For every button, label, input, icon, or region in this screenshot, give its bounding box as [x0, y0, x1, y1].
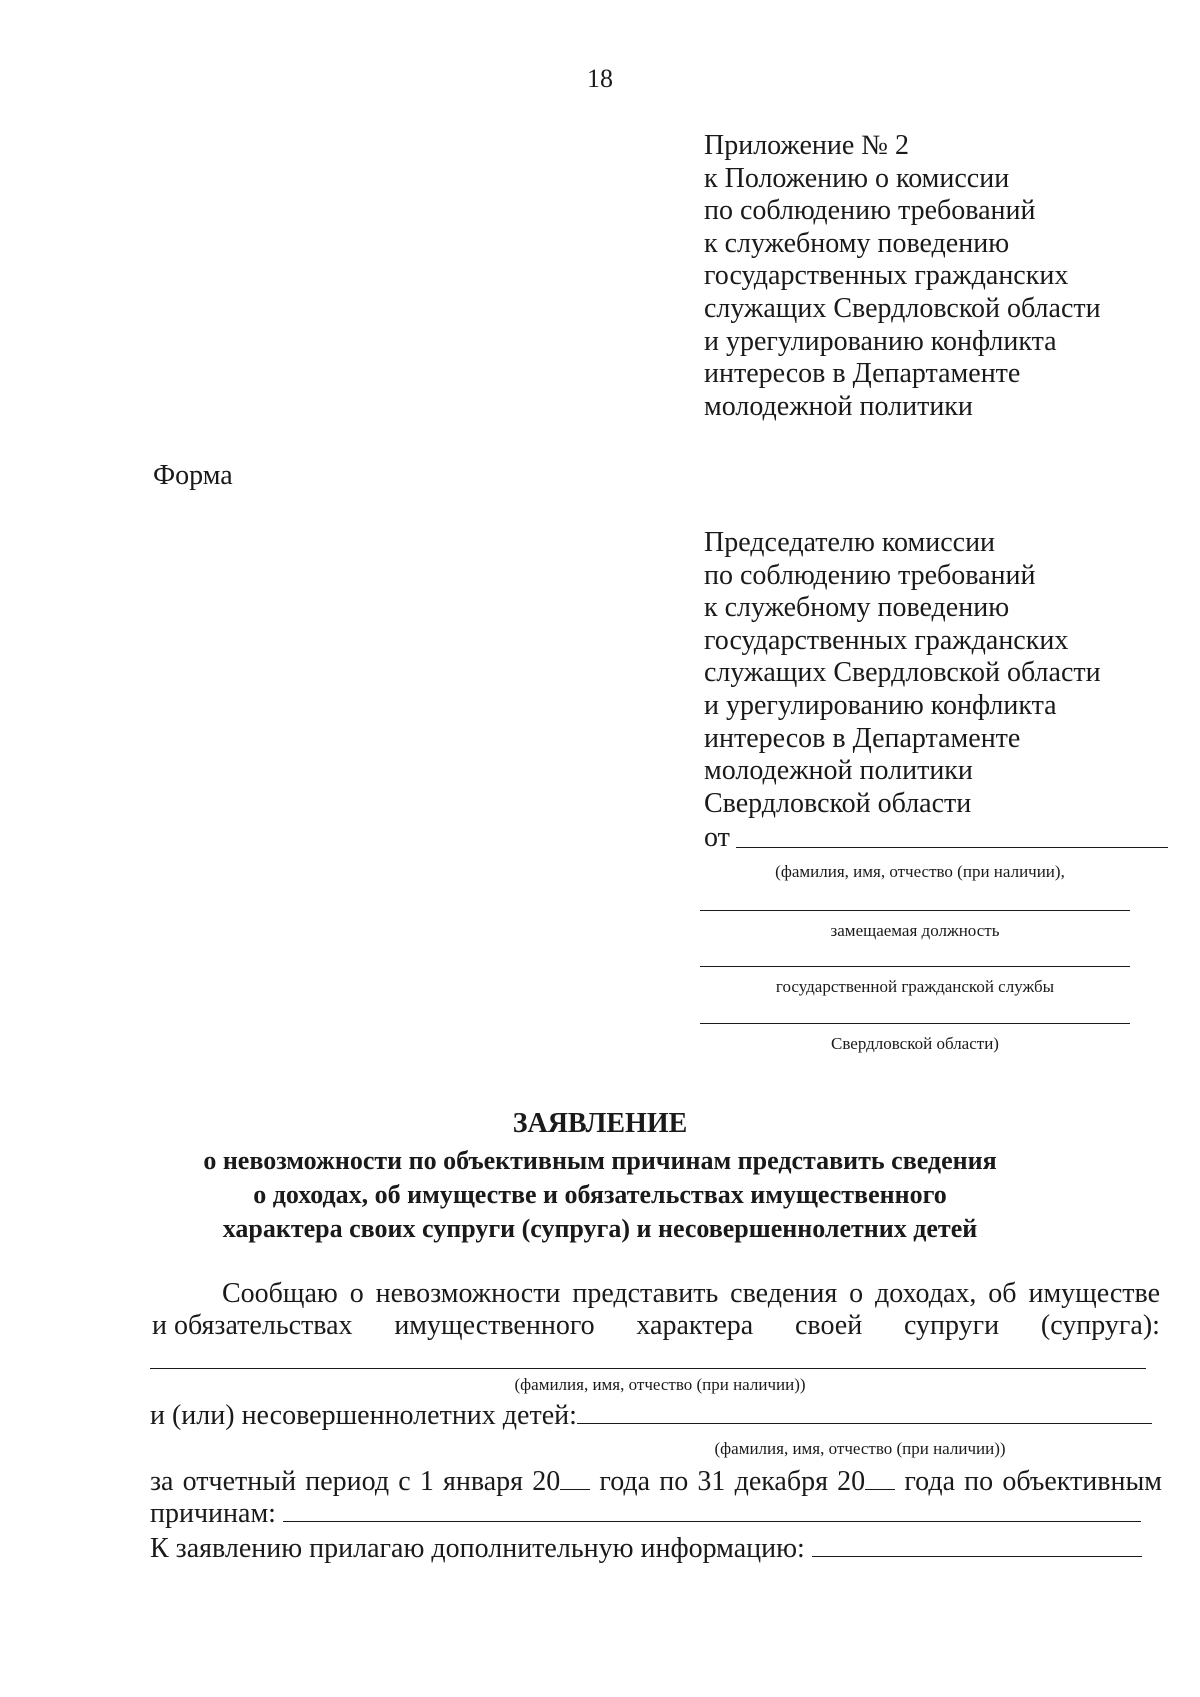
document-subtitle: [0, 1144, 1200, 1246]
caption-position: замещаемая должность: [830, 921, 1000, 940]
period-text-3: года по объективным: [895, 1466, 1162, 1497]
from-name-field[interactable]: [736, 847, 1168, 848]
body-line-2: [152, 1310, 1160, 1342]
period-text-2: года по 31 декабря 20: [590, 1466, 866, 1497]
word: супруги: [903, 1310, 1000, 1341]
attachment-label: К заявлению прилагаю дополнительную информацию:: [150, 1533, 805, 1564]
period-text-1: за отчетный период с 1 января 20: [150, 1466, 561, 1497]
subtitle-line: о невозможности по объективным причинам представить сведения: [203, 1146, 997, 1175]
from-row: [704, 822, 1168, 854]
children-label: и (или) несовершеннолетних детей:: [150, 1400, 577, 1431]
caption-service: государственной гражданской службы: [775, 977, 1055, 996]
addressee-line: молодежной политики: [704, 755, 973, 787]
addressee-line: по соблюдению требований: [704, 559, 1036, 591]
word: (супруга):: [1040, 1310, 1160, 1341]
period-row: [150, 1466, 1162, 1498]
attachment-field[interactable]: [812, 1556, 1142, 1557]
caption-region: Свердловской области): [831, 1034, 999, 1053]
appendix-line: государственных гражданских: [704, 260, 1069, 292]
addressee-line: и урегулированию конфликта: [704, 689, 1057, 721]
appendix-line: по соблюдению требований: [704, 195, 1036, 227]
children-name-field[interactable]: [577, 1423, 1152, 1424]
year-start-field[interactable]: [560, 1489, 590, 1490]
spouse-name-field[interactable]: [150, 1368, 1146, 1369]
region-field[interactable]: [700, 1023, 1130, 1024]
addressee-line: государственных гражданских: [704, 624, 1069, 656]
form-label: Форма: [153, 460, 233, 491]
appendix-line: Приложение № 2: [704, 130, 909, 161]
reasons-field[interactable]: [283, 1521, 1141, 1522]
appendix-block: [704, 130, 1101, 423]
children-row: [150, 1400, 1150, 1432]
addressee-line: Свердловской области: [704, 787, 972, 819]
subtitle-line: о доходах, об имуществе и обязательствах имущественного: [253, 1180, 947, 1209]
position-field[interactable]: [700, 910, 1130, 911]
page-number: 18: [587, 64, 613, 93]
addressee-block: [704, 527, 1101, 820]
document-title: ЗАЯВЛЕНИЕ: [512, 1108, 688, 1139]
subtitle-line: характера своих супруги (супруга) и несовершеннолетних детей: [222, 1214, 978, 1243]
appendix-line: к Положению о комиссии: [704, 162, 1010, 194]
appendix-line: молодежной политики: [704, 390, 973, 422]
appendix-line: и урегулированию конфликта: [704, 325, 1057, 357]
caption-spouse: (фамилия, имя, отчество (при наличии)): [514, 1375, 806, 1394]
appendix-line: служащих Свердловской области: [704, 292, 1101, 324]
body-line-1: Сообщаю о невозможности представить сведения о доходах, об имуществе: [222, 1278, 1160, 1309]
appendix-line: к служебному поведению: [704, 227, 1010, 259]
reasons-row: [150, 1498, 1160, 1530]
caption-fio: (фамилия, имя, отчество (при наличии),: [775, 862, 1065, 881]
year-end-field[interactable]: [865, 1489, 895, 1490]
service-field[interactable]: [700, 966, 1130, 967]
caption-children: (фамилия, имя, отчество (при наличии)): [714, 1439, 1006, 1458]
addressee-line: служащих Свердловской области: [704, 657, 1101, 689]
addressee-line: к служебному поведению: [704, 592, 1010, 624]
addressee-line: интересов в Департаменте: [704, 722, 1021, 754]
word: своей: [794, 1310, 863, 1341]
reasons-label: причинам:: [150, 1498, 276, 1529]
word: характера: [636, 1310, 754, 1341]
from-label: от: [704, 822, 730, 853]
word: имущественного: [394, 1310, 595, 1341]
addressee-line: Председателю комиссии: [704, 527, 996, 558]
word: и обязательствах: [152, 1310, 353, 1341]
appendix-line: интересов в Департаменте: [704, 358, 1021, 390]
attachment-row: [150, 1533, 1160, 1565]
